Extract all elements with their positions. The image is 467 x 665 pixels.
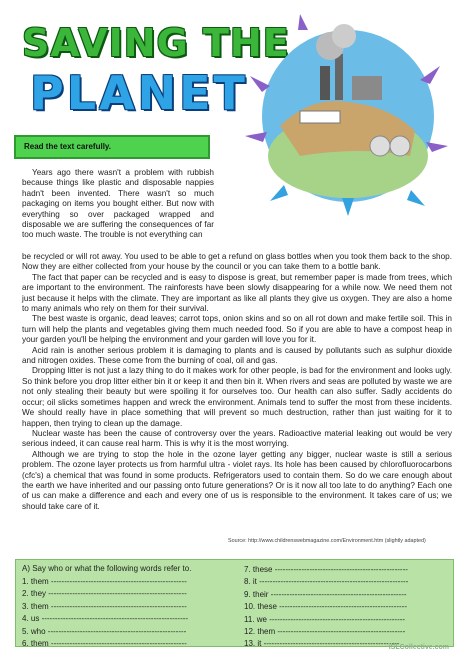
watermark: iSLCollective.com [388, 644, 449, 651]
instruction-text: Read the text carefully. [24, 142, 111, 151]
exercise-left-column [22, 576, 188, 650]
title-line-2: PLANET [30, 66, 248, 120]
exercise-item[interactable]: 12. them ------------------------------------------------ [244, 627, 406, 637]
paragraph-acid-rain: Acid rain is another serious problem it is damaging to plants and is caused by pollutants such as sulphur dioxide and nitrogen oxides. These come from the burning of coal, oil and gas. [22, 345, 452, 366]
exercise-item[interactable]: 8. it -------------------------------------------------------- [244, 577, 409, 587]
source-note: Source: http://www.childrenswebmagazine.com/Environment.htm (slightly adapted) [228, 538, 426, 544]
paragraph-ozone: Although we are trying to stop the hole in the ozone layer getting any bigger, nuclear waste is still a serious problem. The ozone layer protects us from harmful ultra - violet rays. Its hole has been caused by chlorofluorocarbons (cfc's) a chemical that was found in some products. Refrigerators used to contain them. So do we care enough about the earth we have inherited and our passing onto future generations? Or is it now all too late to do anything? Each one of us can make a difference and each and every one of us is responsible to the environment. It takes care of us; we should take care of it. [22, 449, 452, 511]
exercise-item[interactable]: 1. them --------------------------------------------------- [22, 577, 187, 586]
exercise-item[interactable]: 13. it --------------------------------------------------- [244, 639, 400, 649]
earth-illustration [240, 6, 455, 221]
exercise-item[interactable]: 7. these -------------------------------------------------- [244, 565, 408, 574]
exercise-item[interactable]: 9. their --------------------------------------------------- [244, 589, 407, 599]
instruction-banner [14, 135, 210, 159]
paragraph-continuation: be recycled or will rot away. You used to be able to get a refund on glass bottles when you took them back to the shop. Now they are either collected from your house by the council or you can take them to a bottle bank. [22, 252, 452, 272]
exercise-item[interactable]: 2. they ---------------------------------------------------- [22, 589, 187, 599]
exercise-item[interactable]: 5. who ---------------------------------------------------- [22, 626, 187, 636]
exercise-box [15, 559, 454, 647]
article-body [22, 252, 452, 512]
intro-paragraph: Years ago there wasn't a problem with rubbish because things like plastic and disposable nappies hadn't been invented. There wasn't so much packaging on items you bought either. But now with everything so over packaged wrapped and disposable we are suffering the consequences of far too much waste. The trouble is not everything can [22, 168, 214, 240]
exercise-right-column [244, 564, 408, 651]
exercise-heading: A) Say who or what the following words refer to. [22, 564, 192, 573]
exercise-item[interactable]: 10. these ------------------------------------------------ [244, 602, 408, 612]
exercise-item[interactable]: 4. us ------------------------------------------------------- [22, 614, 189, 624]
exercise-item[interactable]: 3. them --------------------------------------------------- [22, 601, 187, 611]
title-line-1: SAVING THE [22, 21, 290, 65]
paragraph-nuclear: Nuclear waste has been the cause of controversy over the years. Radioactive material leaking out would be very serious indeed, it can cause real harm. This is why it is the most worrying. [22, 428, 452, 449]
paragraph-paper: The fact that paper can be recycled and is easy to dispose is great, but remember paper is made from trees, which are important to the environment. The rainforests have been slowly disappearing for a while now. We need them not just because it helps with the climate. They are important as like all plants they give us oxygen. They are also a home to many animals who rely on them for their survival. [22, 272, 452, 314]
paragraph-organic: The best waste is organic, dead leaves; carrot tops, onion skins and so on all rot down and make fertile soil. This in turn will help the plants and vegetables giving them much needed food. So if you are able to have a compost heap in your garden you'll be helping the environment and your garden will love you for it. [22, 314, 452, 345]
exercise-item[interactable]: 11. we --------------------------------------------------- [244, 614, 406, 624]
paragraph-litter: Dropping litter is not just a lazy thing to do it makes work for other people, is bad for the environment and looks ugly. So think before you drop litter either bin it or keep it and then bin it. When rivers and seas are polluted by waste we are not only stealing their beauty but were spoiling it for ourselves too. Our health can also suffer. Sadly accidents do occur; oil slicks sometimes happen and wreck the environment. Animals tend to suffer the most from these incidents. We should really have in place something that will prevent so much destruction, rather than just waiting for it to happen, then trying to clean up the damage. [22, 366, 452, 428]
exercise-item[interactable]: 6. them --------------------------------------------------- [22, 639, 187, 649]
intro-text [22, 168, 214, 241]
